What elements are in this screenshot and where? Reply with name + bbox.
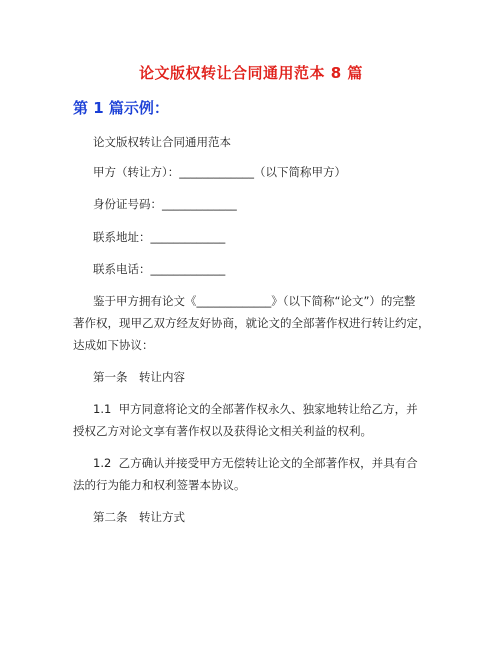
section-heading: 第 1 篇示例： bbox=[73, 99, 169, 117]
phone-line: 联系电话：_____________ bbox=[93, 262, 226, 276]
paragraph-line: 1.1 甲方同意将论文的全部著作权永久、独家地转让给乙方，并 bbox=[93, 402, 418, 416]
party-a-line: 甲方（转让方）：_____________（以下简称甲方） bbox=[93, 165, 346, 179]
document-title: 论文版权转让合同通用范本 8 篇 bbox=[139, 64, 363, 82]
paragraph-line: 著作权，现甲乙双方经友好协商，就论文的全部著作权进行转让约定， bbox=[73, 316, 430, 330]
paragraph-line: 授权乙方对论文享有著作权以及获得论文相关利益的权利。 bbox=[73, 424, 372, 438]
address-line: 联系地址：_____________ bbox=[93, 230, 226, 244]
article-heading: 第二条 转让方式 bbox=[93, 510, 185, 524]
paragraph-subtitle: 论文版权转让合同通用范本 bbox=[93, 135, 231, 149]
article-heading: 第一条 转让内容 bbox=[93, 370, 185, 384]
paragraph-line: 达成如下协议： bbox=[73, 338, 154, 352]
paragraph-line: 鉴于甲方拥有论文《_____________》（以下简称“论文”）的完整 bbox=[93, 294, 416, 308]
id-number-line: 身份证号码：_____________ bbox=[93, 197, 237, 211]
paragraph-line: 1.2 乙方确认并接受甲方无偿转让论文的全部著作权，并具有合 bbox=[93, 456, 418, 470]
paragraph-line: 法的行为能力和权利签署本协议。 bbox=[73, 478, 246, 492]
